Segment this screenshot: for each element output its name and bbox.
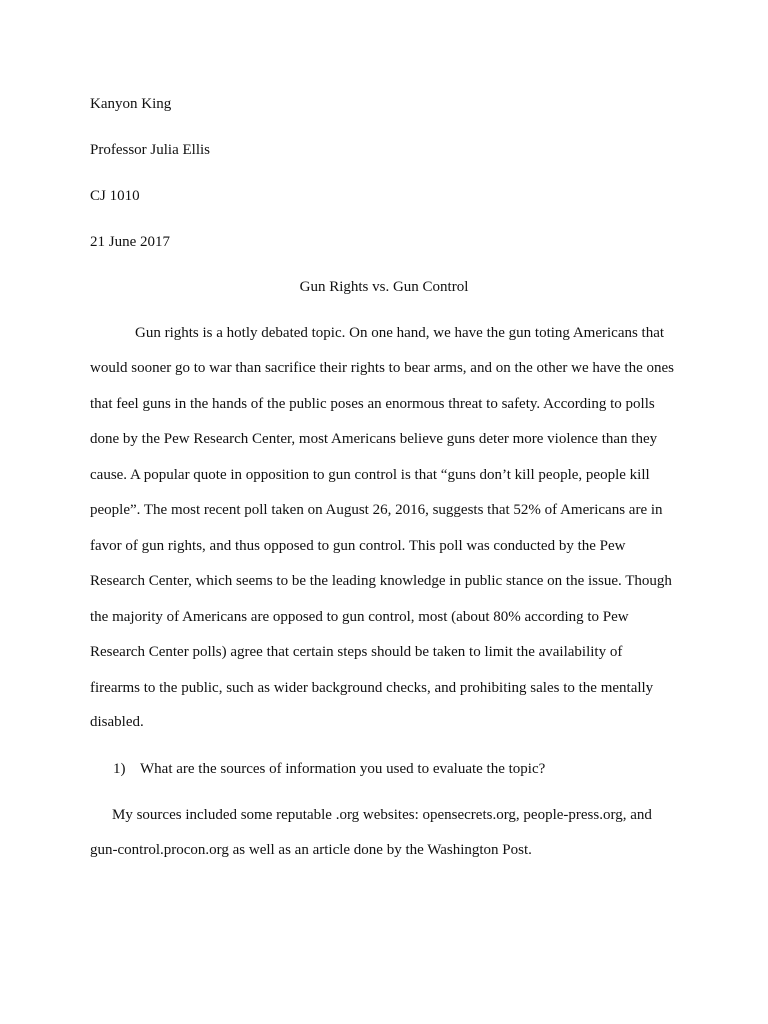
paragraph-line: Gun rights is a hotly debated topic. On one hand, we have the gun toting Americans that (135, 325, 665, 341)
paragraph-line: done by the Pew Research Center, most Americans believe guns deter more violence than they (90, 431, 658, 447)
paragraph-line: Research Center polls) agree that certain steps should be taken to limit the availability of (90, 644, 623, 660)
professor-name: Professor Julia Ellis (90, 142, 210, 158)
paragraph-line: people”. The most recent poll taken on August 26, 2016, suggests that 52% of Americans are in (90, 502, 663, 518)
answer-line: My sources included some reputable .org websites: opensecrets.org, people-press.org, and (112, 807, 652, 823)
essay-title: Gun Rights vs. Gun Control (299, 279, 469, 295)
paragraph-line: the majority of Americans are opposed to gun control, most (about 80% according to Pew (90, 609, 629, 625)
paragraph-line: cause. A popular quote in opposition to gun control is that “guns don’t kill people, people kill (90, 467, 650, 483)
paragraph-line: Research Center, which seems to be the leading knowledge in public stance on the issue. Though (90, 573, 672, 589)
course-code: CJ 1010 (90, 188, 140, 204)
student-name: Kanyon King (90, 96, 172, 112)
paragraph-line: that feel guns in the hands of the public poses an enormous threat to safety. According to polls (90, 396, 655, 412)
question-text: What are the sources of information you used to evaluate the topic? (140, 761, 546, 777)
essay-date: 21 June 2017 (90, 234, 170, 250)
answer-line: gun-control.procon.org as well as an article done by the Washington Post. (90, 842, 532, 858)
paragraph-line: disabled. (90, 714, 144, 730)
question-number: 1) (113, 761, 126, 777)
paragraph-line: favor of gun rights, and thus opposed to gun control. This poll was conducted by the Pew (90, 538, 626, 554)
paragraph-line: firearms to the public, such as wider background checks, and prohibiting sales to the mentally (90, 680, 654, 696)
paragraph-line: would sooner go to war than sacrifice their rights to bear arms, and on the other we have the ones (90, 360, 674, 376)
